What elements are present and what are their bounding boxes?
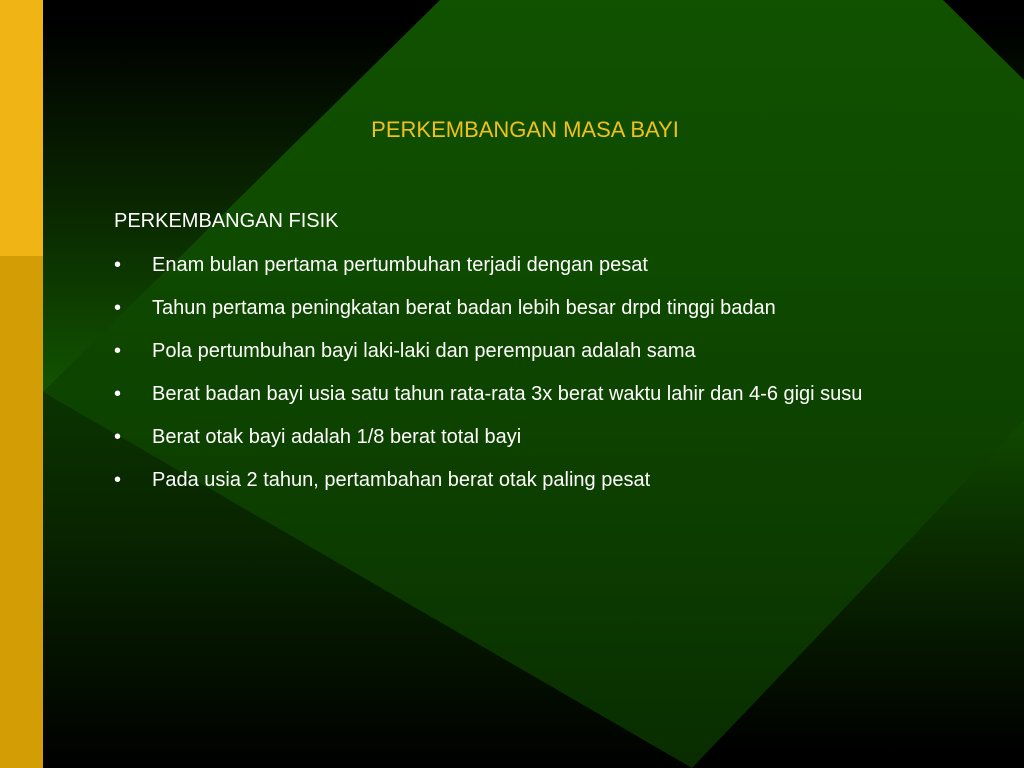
list-item-text: Berat otak bayi adalah 1/8 berat total bayi (152, 426, 522, 448)
list-item-text: Enam bulan pertama pertumbuhan terjadi dengan pesat (152, 254, 648, 276)
bullet-marker: • (114, 297, 122, 319)
list-item (114, 382, 934, 406)
bullet-marker: • (114, 426, 122, 448)
bullet-list (114, 253, 934, 492)
accent-bar-bottom (0, 256, 43, 768)
list-item (114, 296, 934, 320)
list-item-text: Berat badan bayi usia satu tahun rata-rata 3x berat waktu lahir dan 4-6 gigi susu (152, 383, 863, 405)
bullet-marker: • (114, 383, 122, 405)
list-item (114, 468, 934, 492)
bullet-marker: • (114, 254, 122, 276)
slide-content (114, 209, 934, 511)
list-item (114, 425, 934, 449)
slide-title: PERKEMBANGAN MASA BAYI (371, 117, 679, 142)
bullet-marker: • (114, 340, 122, 362)
bullet-marker: • (114, 469, 122, 491)
section-heading: PERKEMBANGAN FISIK (114, 210, 339, 232)
list-item-text: Tahun pertama peningkatan berat badan lebih besar drpd tinggi badan (152, 297, 776, 319)
list-item-text: Pola pertumbuhan bayi laki-laki dan perempuan adalah sama (152, 340, 696, 362)
list-item (114, 339, 934, 363)
list-item (114, 253, 934, 277)
list-item-text: Pada usia 2 tahun, pertambahan berat otak paling pesat (152, 469, 651, 491)
